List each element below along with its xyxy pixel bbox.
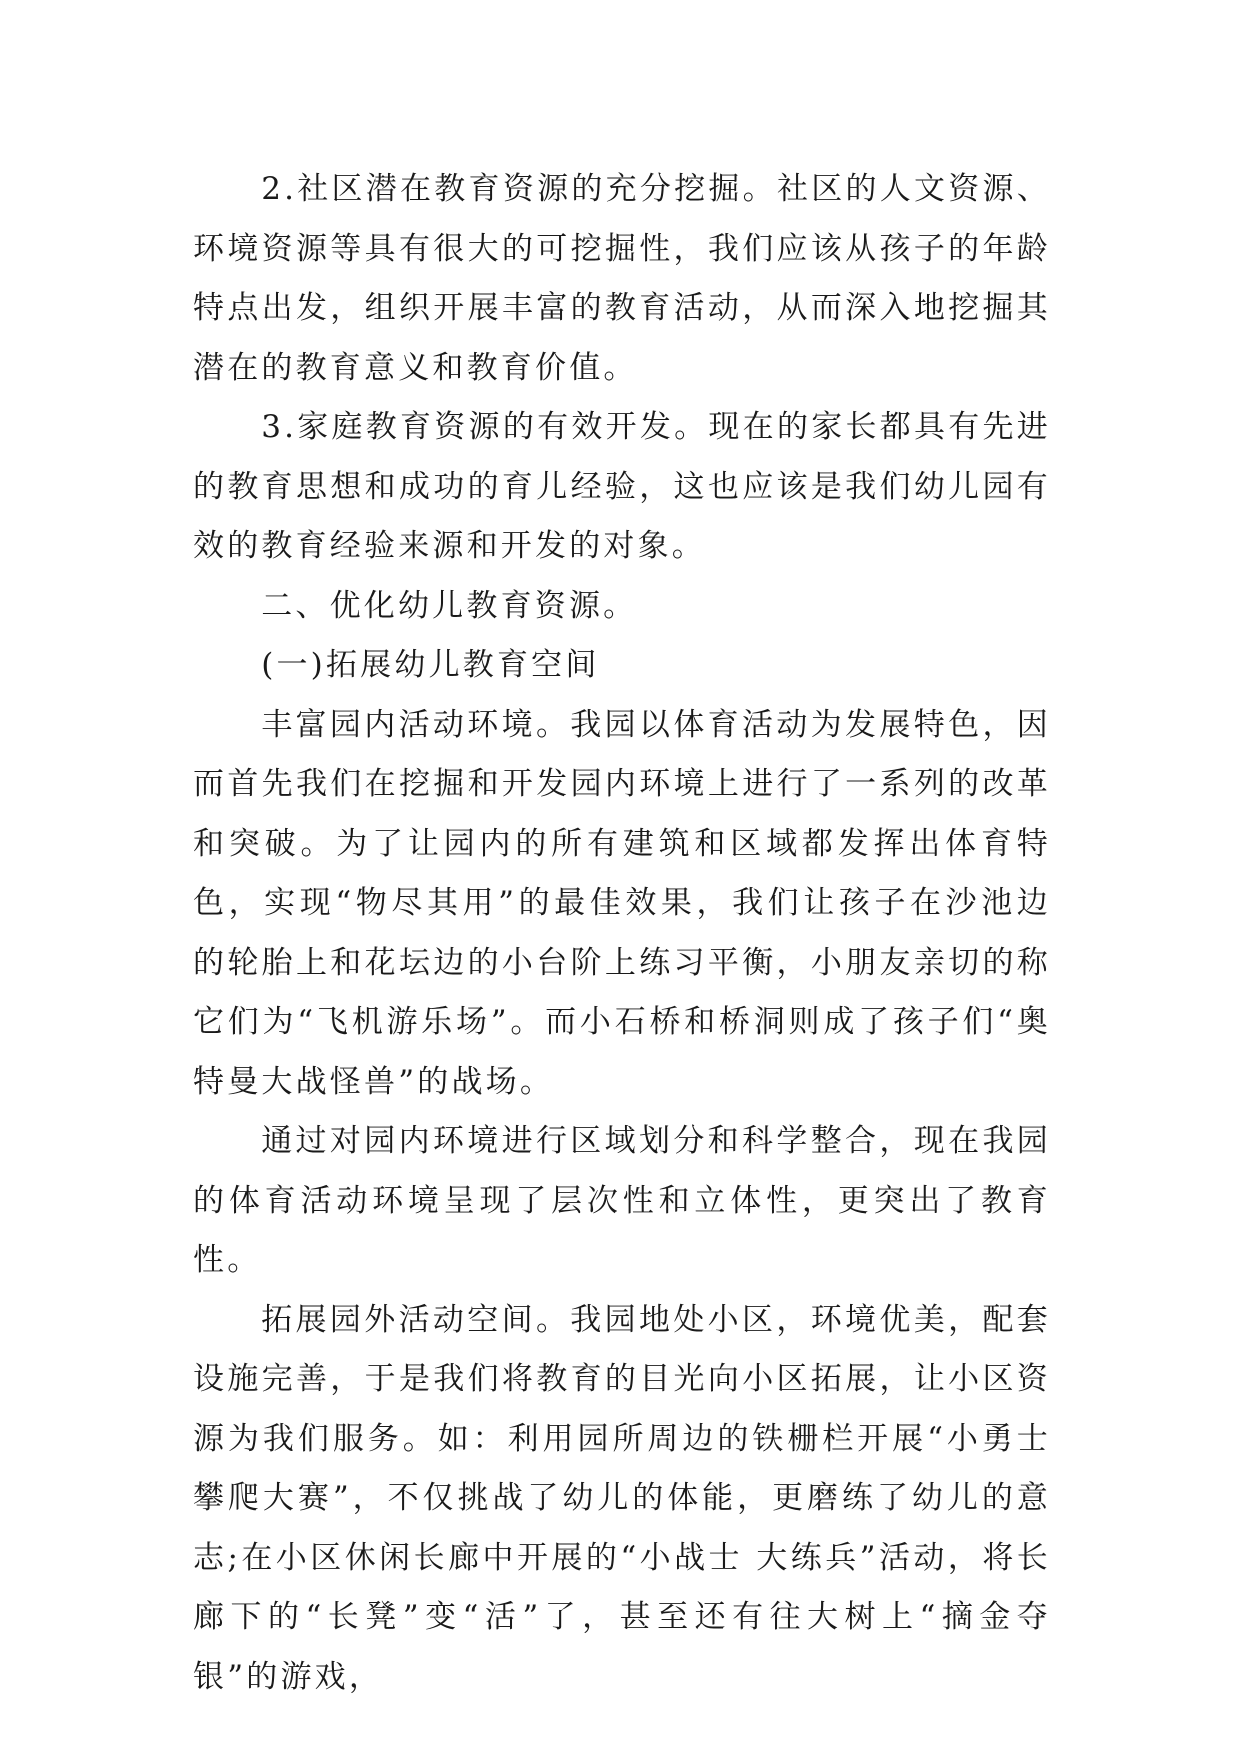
paragraph-outdoor-space: 拓展园外活动空间。我园地处小区，环境优美，配套设施完善，于是我们将教育的目光向小区拓展，让小区资源为我们服务。如：利用园所周边的铁栅栏开展“小勇士攀爬大赛”，不仅挑战了幼儿的体能，更磨练了幼儿的意志;在小区休闲长廊中开展的“小战士 大练兵”活动，将长廊下的“长凳”变“活”了，甚至还有往大树上“摘金夺银”的游戏， [193,1301,1051,1695]
paragraph-community-resources: 2.社区潜在教育资源的充分挖掘。社区的人文资源、环境资源等具有很大的可挖掘性，我们应该从孩子的年龄特点出发，组织开展丰富的教育活动，从而深入地挖掘其潜在的教育意义和教育价值。 [193,171,1051,386]
paragraph-area-integration: 通过对园内环境进行区域划分和科学整合，现在我园的体育活动环境呈现了层次性和立体性，更突出了教育性。 [193,1123,1051,1278]
paragraph-indoor-environment: 丰富园内活动环境。我园以体育活动为发展特色，因而首先我们在挖掘和开发园内环境上进行了一系列的改革和突破。为了让园内的所有建筑和区域都发挥出体育特色，实现“物尽其用”的最佳效果，我们让孩子在沙池边的轮胎上和花坛边的小台阶上练习平衡，小朋友亲切的称它们为“飞机游乐场”。而小石桥和桥洞则成了孩子们“奥特曼大战怪兽”的战场。 [193,706,1051,1100]
subsection-heading-expand-space: (一)拓展幼儿教育空间 [261,647,600,683]
document-body [193,160,1051,1707]
paragraph-family-resources: 3.家庭教育资源的有效开发。现在的家长都具有先进的教育思想和成功的育儿经验，这也应该是我们幼儿园有效的教育经验来源和开发的对象。 [193,409,1051,564]
section-heading-optimize: 二、优化幼儿教育资源。 [261,587,638,624]
